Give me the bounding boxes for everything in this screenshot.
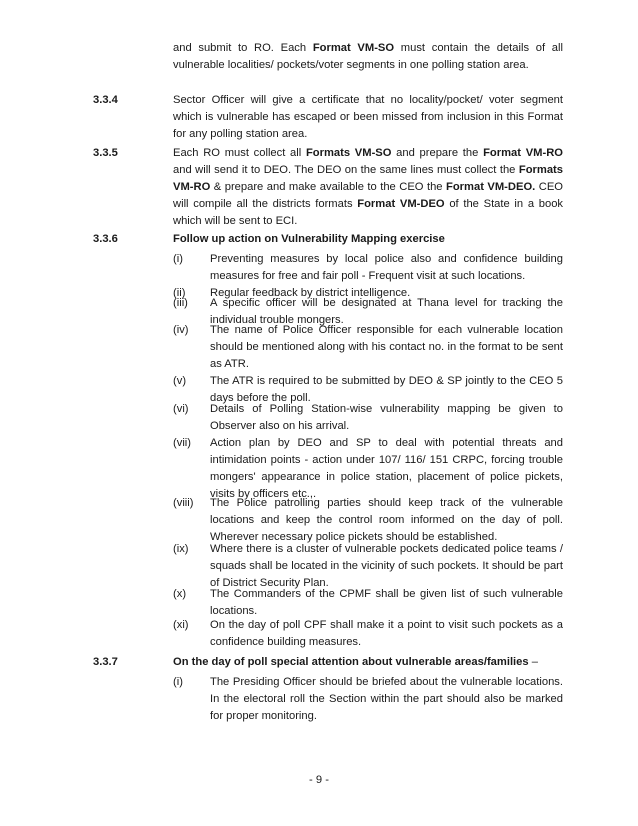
item-number: (vi) (173, 403, 189, 415)
item-number: (v) (173, 375, 187, 387)
item-text: On the day of poll CPF shall make it a point to visit such pockets as a confidence building measures. (210, 619, 563, 648)
format-name: Formats VM-RO (173, 164, 563, 193)
text-run: of the State in a book which will be sent to ECI. (173, 198, 564, 227)
section-number: 3.3.5 (93, 147, 118, 159)
format-name: Format VM-DEO (357, 198, 445, 210)
section-number: 3.3.7 (93, 656, 118, 668)
section-text: Sector Officer will give a certificate that no locality/pocket/ voter segment which is vulnerable has escaped or been missed from inclusion in this Format for any polling station area. (173, 94, 563, 140)
item-number: (ix) (173, 543, 189, 555)
item-text: The ATR is required to be submitted by DEO & SP jointly to the CEO 5 days before the poll. (210, 375, 563, 404)
item-number: (x) (173, 588, 187, 600)
heading-dash: – (528, 656, 538, 668)
item-number: (viii) (173, 497, 194, 509)
item-text: The Presiding Officer should be briefed about the vulnerable locations. In the electoral roll the Section within the part should also be marked for proper monitoring. (210, 676, 563, 722)
section-text (173, 145, 563, 230)
text-run: CEO will compile all the districts formats (173, 181, 563, 210)
text-run: and submit to RO. Each (173, 42, 313, 54)
continuation-text (173, 40, 563, 74)
text-run: and will send it to DEO. The DEO on the same lines must collect the (173, 164, 519, 176)
text-run: Each RO must collect all (173, 147, 306, 159)
item-number: (iii) (173, 297, 188, 309)
item-number: (i) (173, 253, 183, 265)
page-number: - 9 - (309, 774, 329, 786)
format-name: Format VM-DEO. (446, 181, 536, 193)
item-text: Where there is a cluster of vulnerable pockets dedicated police teams / squads shall be located in the vicinity of such pockets. It should be part of District Security Plan. (210, 543, 563, 589)
section-number: 3.3.4 (93, 94, 118, 106)
item-text: Action plan by DEO and SP to deal with potential threats and intimidation points - action under 107/ 116/ 151 CRPC, forcing trouble mongers' appearance in police station, placement of police pickets, visits by officers etc.,. (210, 437, 563, 500)
item-number: (ii) (173, 287, 186, 299)
item-text: Preventing measures by local police also and confidence building measures for free and fair poll - Frequent visit at such locations. (210, 253, 563, 282)
section-heading: Follow up action on Vulnerability Mapping exercise (173, 233, 445, 245)
item-text: Regular feedback by district intelligence. (210, 287, 411, 299)
item-number: (iv) (173, 324, 189, 336)
item-text: The name of Police Officer responsible for each vulnerable location should be mentioned along with his contact no. in the format to be sent as ATR. (210, 324, 563, 370)
section-heading-line (173, 654, 563, 671)
section-heading: On the day of poll special attention about vulnerable areas/families (173, 656, 529, 668)
format-name: Formats VM-SO (305, 147, 392, 159)
text-run: must contain the details of all vulnerable localities/ pockets/voter segments in one polling station area. (173, 42, 563, 71)
item-number: (vii) (173, 437, 192, 449)
format-name: Format VM-SO (312, 42, 395, 54)
item-text: The Commanders of the CPMF shall be given list of such vulnerable locations. (210, 588, 563, 617)
item-number: (i) (173, 676, 183, 688)
format-name: Format VM-RO (483, 147, 563, 159)
item-text: Details of Polling Station-wise vulnerability mapping be given to Observer also on his arrival. (210, 403, 563, 432)
item-text: A specific officer will be designated at Thana level for tracking the individual trouble mongers. (210, 297, 563, 326)
text-run: & prepare and make available to the CEO the (210, 181, 446, 193)
text-run: and prepare the (391, 147, 484, 159)
item-number: (xi) (173, 619, 189, 631)
section-number: 3.3.6 (93, 233, 118, 245)
item-text: The Police patrolling parties should keep track of the vulnerable locations and keep the control room informed on the day of poll. Wherever necessary police pickets should be established. (210, 497, 563, 543)
